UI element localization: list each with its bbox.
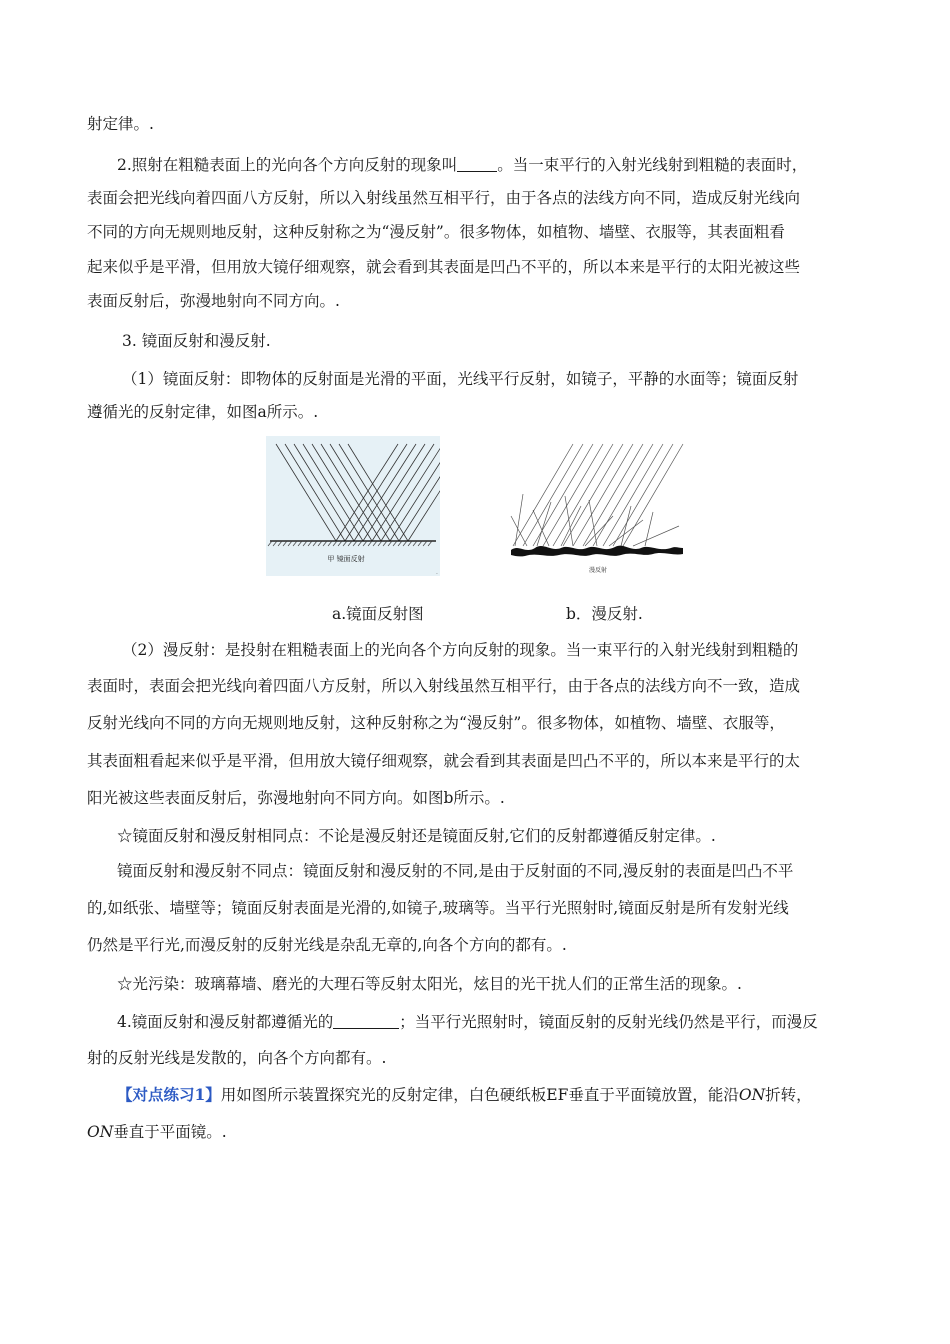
paragraph-line: （1）镜面反射：即物体的反射面是光滑的平面，光线平行反射，如镜子，平静的水面等；镜面反射	[122, 370, 799, 388]
paragraph-line: 表面会把光线向着四面八方反射，所以入射线虽然互相平行，由于各点的法线方向不同，造成反射光线向	[87, 189, 801, 207]
paragraph-line: 不同的方向无规则地反射，这种反射称之为“漫反射”。很多物体，如植物、墙壁、衣服等，其表面粗看	[87, 223, 785, 241]
paragraph-line: 其表面粗看起来似乎是平滑，但用放大镜仔细观察，就会看到其表面是凹凸不平的，所以本来是平行的太	[87, 752, 801, 770]
question-4-line-1: 4.镜面反射和漫反射都遵循光的 ；当平行光照射时，镜面反射的反射光线仍然是平行，而漫反	[117, 1013, 818, 1031]
figure-a-caption: a.镜面反射图	[332, 605, 424, 623]
paragraph-line: 表面时，表面会把光线向着四面八方反射，所以入射线虽然互相平行，由于各点的法线方向不一致，造成	[87, 677, 801, 695]
fill-in-blank	[333, 1014, 399, 1029]
paragraph-line: 表面反射后，弥漫地射向不同方向。.	[87, 292, 340, 310]
paragraph-line: （2）漫反射：是投射在粗糙表面上的光向各个方向反射的现象。当一束平行的入射光线射到粗糙的	[122, 641, 799, 659]
paragraph-line: 镜面反射和漫反射不同点：镜面反射和漫反射的不同,是由于反射面的不同,漫反射的表面是凹凸不平	[117, 862, 794, 880]
figure-a-label: 甲 镜面反射	[327, 555, 365, 563]
specular-reflection-figure	[266, 436, 440, 576]
paragraph-line: 遵循光的反射定律，如图a所示。.	[87, 403, 319, 421]
paragraph-line: 的,如纸张、墙壁等；镜面反射表面是光滑的,如镜子,玻璃等。当平行光照射时,镜面反射是所有发射光线	[87, 899, 789, 917]
paragraph-line: 起来似乎是平滑，但用放大镜仔细观察，就会看到其表面是凹凸不平的，所以本来是平行的太阳光被这些	[87, 258, 801, 276]
paragraph-2-line-1: 2.照射在粗糙表面上的光向各个方向反射的现象叫 。当一束平行的入射光线射到粗糙的表面时，	[117, 156, 808, 174]
paragraph-line: 反射光线向不同的方向无规则地反射，这种反射称之为“漫反射”。很多物体，如植物、墙壁、衣服等，	[87, 714, 785, 732]
light-pollution-note: ☆光污染：玻璃幕墙、磨光的大理石等反射太阳光，炫目的光干扰人们的正常生活的现象。.	[117, 975, 742, 993]
exercise-line-2: ON垂直于平面镜。.	[87, 1123, 227, 1141]
exercise-tag: 【对点练习1】	[117, 1085, 221, 1104]
fill-in-blank	[457, 157, 497, 172]
paragraph-line: 射的反射光线是发散的，向各个方向都有。.	[87, 1049, 387, 1067]
paragraph-line: 仍然是平行光,而漫反射的反射光线是杂乱无章的,向各个方向的都有。.	[87, 936, 567, 954]
paragraph-line: 射定律。.	[87, 115, 154, 133]
figure-b-caption: b．漫反射.	[566, 605, 643, 623]
diffuse-reflection-figure	[503, 436, 693, 576]
similarity-note: ☆镜面反射和漫反射相同点：不论是漫反射还是镜面反射,它们的反射都遵循反射定律。.	[117, 827, 716, 845]
figure-b-label: 漫反射	[588, 567, 608, 574]
section-heading: 3. 镜面反射和漫反射.	[122, 332, 271, 350]
exercise-line-1: 【对点练习1】用如图所示装置探究光的反射定律，白色硬纸板EF垂直于平面镜放置，能沿ON折转，	[117, 1085, 812, 1104]
svg-text:.: .	[436, 569, 438, 576]
paragraph-line: 阳光被这些表面反射后，弥漫地射向不同方向。如图b所示。.	[87, 789, 505, 807]
